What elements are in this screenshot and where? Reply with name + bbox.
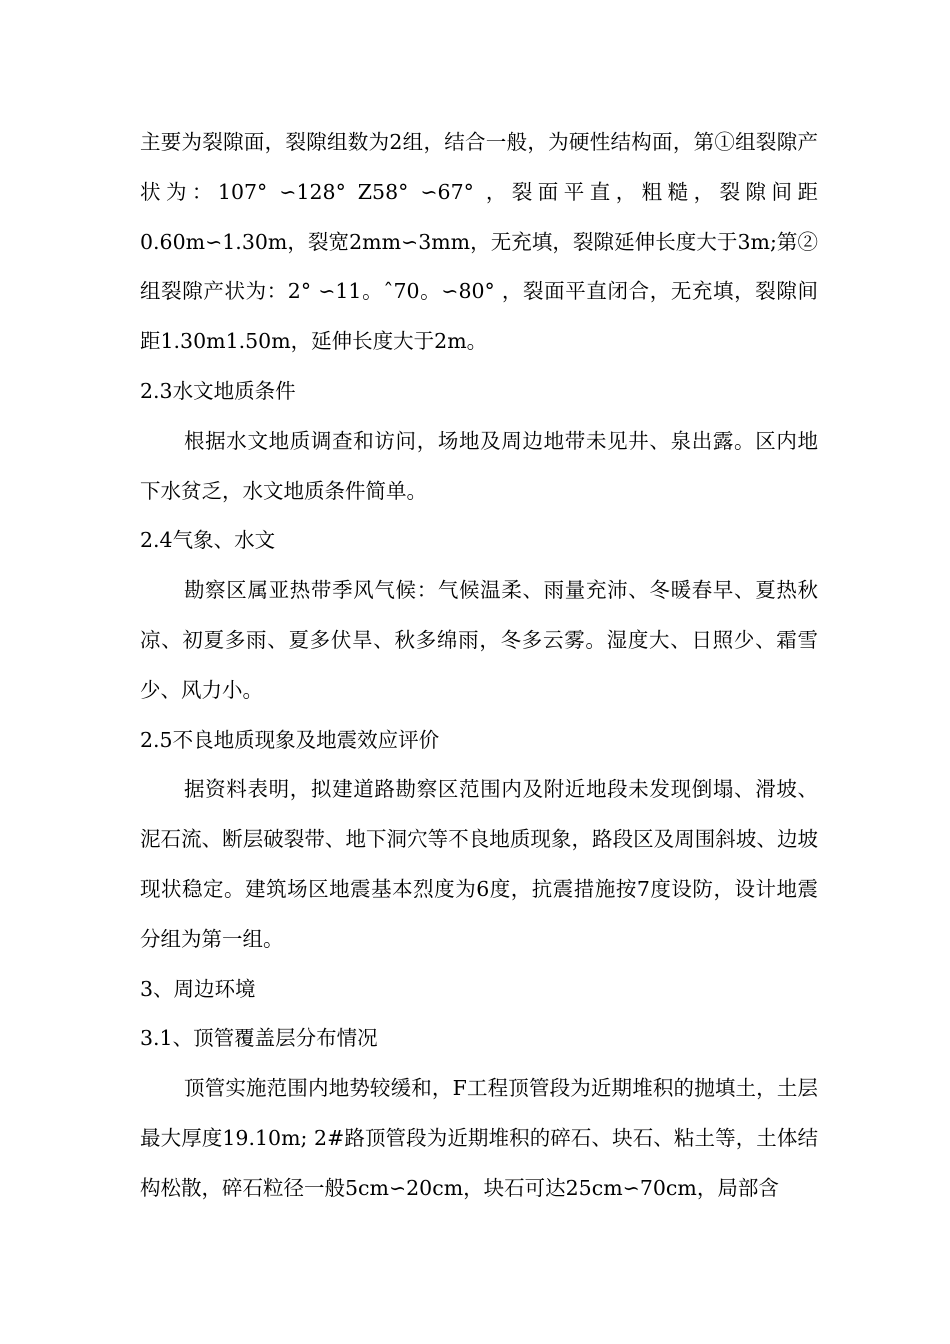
paragraph-fracture-description: 主要为裂隙面，裂隙组数为2组，结合一般，为硬性结构面，第①组裂隙产状为：107° ∽128° Z58° ∽67° ，裂面平直，粗糙，裂隙间距0.60m∽1.30m，裂宽2mm∽3mm，无充填，裂隙延伸长度大于3m;第②组裂隙产状为：2° ∽11。ˆ70。∽80° ，裂面平直闭合，无充填，裂隙间距1.30m1.50m，延伸长度大于2m。 — [140, 130, 818, 354]
heading-surroundings: 3、周边环境 — [140, 976, 256, 1001]
paragraph-adverse-geology: 据资料表明，拟建道路勘察区范围内及附近地段未发现倒塌、滑坡、泥石流、断层破裂带、地下洞穴等不良地质现象，路段区及周围斜坡、边坡现状稳定。建筑场区地震基本烈度为6度，抗震措施按7度设防，设计地震分组为第一组。 — [140, 777, 818, 951]
paragraph-overburden: 顶管实施范围内地势较缓和，F工程顶管段为近期堆积的抛填土，土层最大厚度19.10m; 2#路顶管段为近期堆积的碎石、块石、粘土等，土体结构松散，碎石粒径一般5cm∽20cm，块石可达25cm∽70cm，局部含 — [140, 1076, 818, 1200]
heading-adverse-geology: 2.5不良地质现象及地震效应评价 — [140, 727, 440, 752]
heading-climate: 2.4气象、水文 — [140, 528, 276, 553]
paragraph-climate: 勘察区属亚热带季风气候：气候温柔、雨量充沛、冬暖春早、夏热秋凉、初夏多雨、夏多伏旱、秋多绵雨，冬多云雾。湿度大、日照少、霜雪少、风力小。 — [140, 578, 818, 702]
paragraph-hydrogeology: 根据水文地质调查和访问，场地及周边地带未见井、泉出露。区内地下水贫乏，水文地质条件简单。 — [140, 428, 818, 503]
heading-overburden: 3.1、顶管覆盖层分布情况 — [140, 1026, 378, 1051]
heading-hydrogeology: 2.3水文地质条件 — [140, 378, 296, 403]
document-page — [140, 118, 818, 1214]
